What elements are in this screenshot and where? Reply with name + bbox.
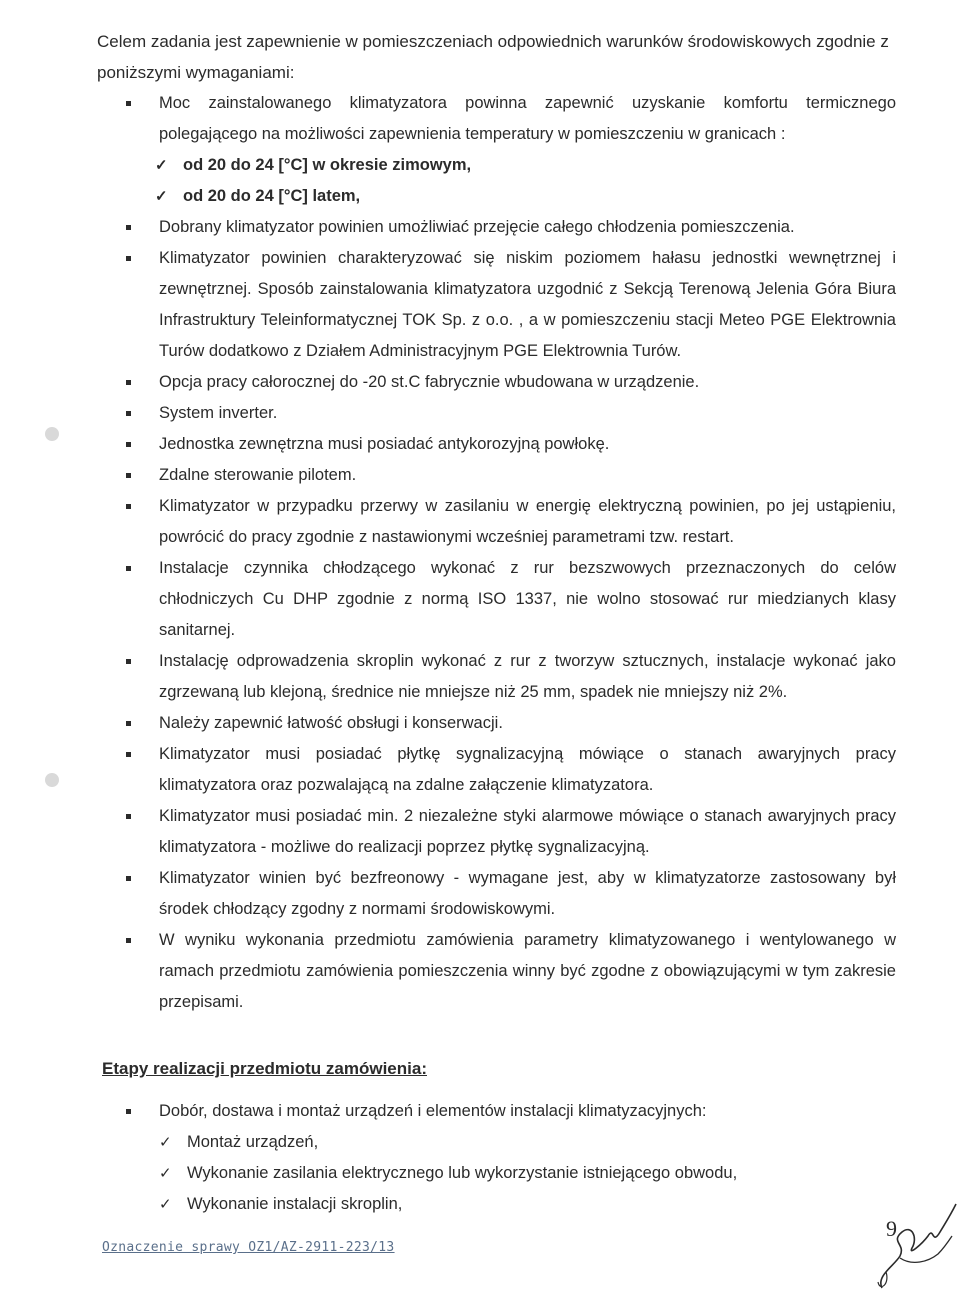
list-item-text: Moc zainstalowanego klimatyzatora powinna zapewnić uzyskanie komfortu termicznego polegającego na możliwości zapewnienia temperatury w pomieszczeniu w granicach :: [159, 94, 896, 143]
sublist-item-text: od 20 do 24 [°C] latem,: [183, 187, 361, 205]
list-item: [122, 491, 896, 553]
list-item-text: Instalacje czynnika chłodzącego wykonać z rur bezszwowych przeznaczonych do celów chłodniczych Cu DHP zgodnie z normą ISO 1337, nie wolno stosować rur miedzianych klasy sanitarnej.: [159, 559, 896, 639]
list-item: [122, 212, 896, 243]
square-bullet-icon: [126, 504, 131, 509]
square-bullet-icon: [126, 256, 131, 261]
list-item: [122, 863, 896, 925]
page-number: 9: [886, 1216, 897, 1241]
square-bullet-icon: [126, 1109, 131, 1114]
checkmark-icon: ✓: [159, 1165, 172, 1182]
square-bullet-icon: [126, 659, 131, 664]
requirements-list: [122, 88, 896, 1018]
list-item-text: Klimatyzator musi posiadać płytkę sygnalizacyjną mówiące o stanach awaryjnych pracy klimatyzatora oraz pozwalającą na zdalne załączenie klimatyzatora.: [159, 745, 896, 794]
square-bullet-icon: [126, 752, 131, 757]
list-item-text: Klimatyzator w przypadku przerwy w zasilaniu w energię elektryczną powinien, po jej ustąpieniu, powrócić do pracy zgodnie z nastawionymi wcześniej parametrami tzw. restart.: [159, 497, 896, 546]
list-item: [122, 398, 896, 429]
punch-hole-icon: [42, 424, 62, 444]
list-item-text: W wyniku wykonania przedmiotu zamówienia parametry klimatyzowanego i wentylowanego w ramach przedmiotu zamówienia pomieszczenia winny być zgodne z obowiązującymi w tym zakresie przepisami.: [159, 931, 896, 1011]
sublist-item-text: Wykonanie instalacji skroplin,: [187, 1195, 403, 1213]
list-item: [122, 553, 896, 646]
list-item: [122, 367, 896, 398]
signature-icon: [872, 1196, 958, 1296]
list-item-text: Dobrany klimatyzator powinien umożliwiać przejęcie całego chłodzenia pomieszczenia.: [159, 218, 795, 236]
case-reference: Oznaczenie sprawy OZ1/AZ-2911-223/13: [102, 1240, 395, 1255]
square-bullet-icon: [126, 566, 131, 571]
list-item: [122, 739, 896, 801]
stages-sublist: [159, 1127, 896, 1220]
list-item: [122, 925, 896, 1018]
square-bullet-icon: [126, 225, 131, 230]
square-bullet-icon: [126, 473, 131, 478]
square-bullet-icon: [126, 814, 131, 819]
list-item: [122, 429, 896, 460]
sublist-item: [159, 1158, 896, 1189]
square-bullet-icon: [126, 876, 131, 881]
sublist-item: [159, 1127, 896, 1158]
sublist-item-text: Montaż urządzeń,: [187, 1133, 319, 1151]
sublist-item: [155, 181, 896, 212]
list-item: [122, 460, 896, 491]
list-item-text: Klimatyzator musi posiadać min. 2 niezależne styki alarmowe mówiące o stanach awaryjnych pracy klimatyzatora - możliwe do realizacji poprzez płytkę sygnalizacyjną.: [159, 807, 896, 856]
list-item-text: Należy zapewnić łatwość obsługi i konserwacji.: [159, 714, 503, 732]
checkmark-icon: ✓: [159, 1134, 172, 1151]
list-item: [122, 801, 896, 863]
list-item-text: System inverter.: [159, 404, 278, 422]
checkmark-icon: ✓: [155, 188, 168, 205]
square-bullet-icon: [126, 938, 131, 943]
list-item-text: Klimatyzator winien być bezfreonowy - wymagane jest, aby w klimatyzatorze zastosowany był środek chłodzący zgodny z normami środowiskowymi.: [159, 869, 896, 918]
square-bullet-icon: [126, 380, 131, 385]
stages-list: [122, 1096, 896, 1220]
square-bullet-icon: [126, 721, 131, 726]
sublist-item-text: Wykonanie zasilania elektrycznego lub wykorzystanie istniejącego obwodu,: [187, 1164, 738, 1182]
checkmark-icon: ✓: [155, 157, 168, 174]
punch-hole-icon: [42, 770, 62, 790]
list-item-text: Instalację odprowadzenia skroplin wykonać z rur z tworzyw sztucznych, instalacje wykonać jako zgrzewaną lub klejoną, średnice nie mniejsze niż 25 mm, spadek nie mniejszy niż 2%.: [159, 652, 896, 701]
list-item-text: Dobór, dostawa i montaż urządzeń i elementów instalacji klimatyzacyjnych:: [159, 1102, 707, 1120]
sublist-item: [155, 150, 896, 181]
list-item-text: Jednostka zewnętrzna musi posiadać antykorozyjną powłokę.: [159, 435, 610, 453]
list-item-text: Zdalne sterowanie pilotem.: [159, 466, 357, 484]
square-bullet-icon: [126, 101, 131, 106]
square-bullet-icon: [126, 442, 131, 447]
temperature-sublist: [155, 150, 896, 212]
list-item: [122, 646, 896, 708]
sublist-item-text: od 20 do 24 [°C] w okresie zimowym,: [183, 156, 472, 174]
section-heading: Etapy realizacji przedmiotu zamówienia:: [102, 1059, 427, 1078]
list-item: [122, 88, 896, 212]
list-item-text: Klimatyzator powinien charakteryzować się niskim poziomem hałasu jednostki wewnętrznej i zewnętrznej. Sposób zainstalowania klimatyzatora uzgodnić z Sekcją Terenową Jelenia Góra Biura Infrastruktury Teleinformatycznej TOK Sp. z o.o. , a w pomieszczeniu stacji Meteo PGE Elektrownia Turów dodatkowo z Działem Administracyjnym PGE Elektrownia Turów.: [159, 249, 896, 360]
list-item-text: Opcja pracy całorocznej do -20 st.C fabrycznie wbudowana w urządzenie.: [159, 373, 700, 391]
list-item: [122, 1096, 896, 1220]
list-item: [122, 708, 896, 739]
list-item: [122, 243, 896, 367]
sublist-item: [159, 1189, 896, 1220]
checkmark-icon: ✓: [159, 1196, 172, 1213]
intro-paragraph: Celem zadania jest zapewnienie w pomieszczeniach odpowiednich warunków środowiskowych zgodnie z poniższymi wymaganiami:: [97, 32, 889, 82]
square-bullet-icon: [126, 411, 131, 416]
